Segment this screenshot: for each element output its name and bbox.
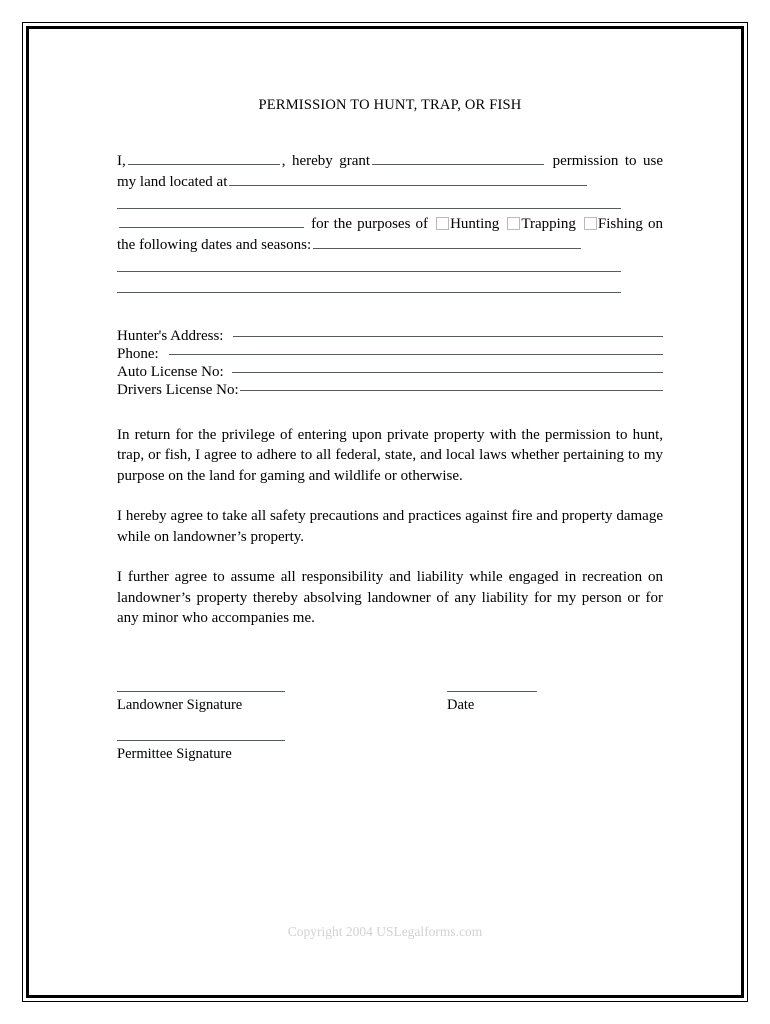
opening-use-my-land-label: use my land located at <box>117 152 664 191</box>
purposes-paragraph <box>117 213 663 256</box>
checkbox-hunting-label: Hunting <box>450 215 500 232</box>
auto-license-input[interactable] <box>232 372 663 373</box>
date-block <box>447 691 663 714</box>
field-row-hunters-address <box>117 327 663 345</box>
phone-input[interactable] <box>169 354 663 355</box>
document-content <box>117 97 663 763</box>
purposes-on-label: on <box>648 215 664 232</box>
landowner-signature-caption: Landowner Signature <box>117 696 243 713</box>
field-row-auto-license <box>117 363 663 381</box>
dates-rule-2[interactable] <box>117 292 621 293</box>
page-border-inner <box>26 26 744 998</box>
agreement-paragraph-1: In return for the privilege of entering upon private property with the permission to hunt, trap, or fish, I agree to adhere to all federal, state, and local laws whether pertaining to my purpose on the land for gaming and wildlife or otherwise. <box>117 426 663 484</box>
land-location-rule[interactable] <box>117 208 621 209</box>
checkbox-trapping-label: Trapping <box>521 215 576 232</box>
checkbox-fishing[interactable] <box>584 217 597 230</box>
dates-rule-row-2 <box>117 276 663 297</box>
landowner-signature-block <box>117 691 447 714</box>
purposes-prefix-blank[interactable] <box>119 213 304 228</box>
field-row-drivers-license <box>117 381 663 399</box>
phone-label: Phone: <box>117 345 159 362</box>
grantee-name-blank[interactable] <box>372 150 544 165</box>
dates-rule-1[interactable] <box>117 271 621 272</box>
permittee-signature-block <box>117 740 663 763</box>
permittee-signature-caption: Permittee Signature <box>117 745 232 762</box>
following-dates-label: the following dates and seasons: <box>117 237 312 254</box>
document-sheet <box>29 29 741 995</box>
field-row-phone <box>117 345 663 363</box>
agreement-paragraph-3: I further agree to assume all responsibility and liability while engaged in recreation on landowner’s property thereby absolving landowner of any liability for my person or for any minor who accompanies me. <box>117 569 663 627</box>
drivers-license-label: Drivers License No: <box>117 381 239 398</box>
opening-permission-to-label: permission to <box>552 152 637 169</box>
signature-area <box>117 691 663 763</box>
agreement-paragraph-2: I hereby agree to take all safety precautions and practices against fire and property damage while on landowner’s property. <box>117 508 663 545</box>
opening-paragraph <box>117 150 663 193</box>
agreement-paragraphs <box>117 425 663 629</box>
for-the-purposes-of-label: for the purposes of <box>311 215 428 232</box>
dates-rule-row-1 <box>117 256 663 277</box>
land-location-blank[interactable] <box>229 171 587 186</box>
opening-hereby-grant-label: , hereby grant <box>281 152 371 169</box>
hunters-address-label: Hunter's Address: <box>117 327 224 344</box>
hunter-details-fields <box>117 327 663 399</box>
copyright-footer: Copyright 2004 USLegalforms.com <box>287 924 483 939</box>
land-location-rule-row <box>117 193 663 214</box>
opening-i-label: I, <box>117 152 126 169</box>
grantor-name-blank[interactable] <box>128 150 280 165</box>
dates-and-seasons-blank[interactable] <box>313 234 581 249</box>
date-caption: Date <box>447 696 475 713</box>
page-border-outer <box>22 22 748 1002</box>
drivers-license-input[interactable] <box>240 390 663 391</box>
checkbox-fishing-label: Fishing <box>597 215 643 232</box>
signature-row-primary <box>117 691 663 714</box>
checkbox-trapping[interactable] <box>507 217 520 230</box>
checkbox-hunting[interactable] <box>436 217 449 230</box>
auto-license-label: Auto License No: <box>117 363 224 380</box>
hunters-address-input[interactable] <box>233 336 663 337</box>
page-title: PERMISSION TO HUNT, TRAP, OR FISH <box>258 97 522 113</box>
